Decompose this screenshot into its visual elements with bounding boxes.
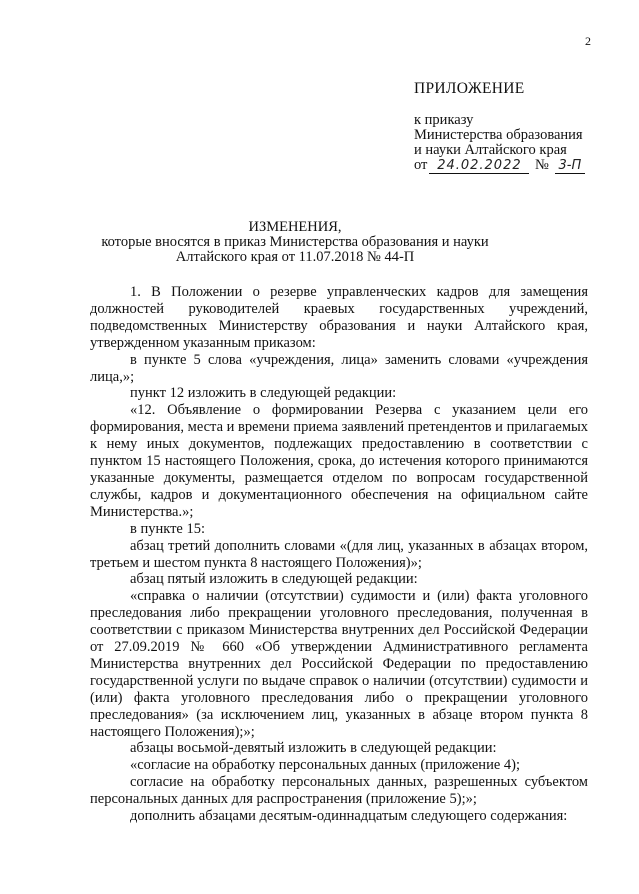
paragraph: согласие на обработку персональных данных, разрешенных субъектом персональных данных для распространения (приложение 5);»; — [90, 774, 588, 808]
order-date-line — [414, 158, 587, 174]
paragraph: 1. В Положении о резерве управленческих кадров для замещения должностей руководителей краевых государственных учреждений, подведомственных Министерству образования и науки Алтайского края, утвержденном указанным приказом: — [90, 284, 588, 351]
paragraph: дополнить абзацами десятым-одиннадцатым следующего содержания: — [130, 808, 568, 825]
order-reference — [414, 113, 587, 174]
appendix-title: ПРИЛОЖЕНИЕ — [414, 80, 525, 97]
paragraph: абзацы восьмой-девятый изложить в следующей редакции: — [130, 740, 497, 757]
paragraph: абзац третий дополнить словами «(для лиц, указанных в абзацах втором, третьем и шестом пункта 8 настоящего Положения)»; — [90, 537, 588, 571]
number-prefix: № — [535, 157, 549, 173]
paragraph: абзац пятый изложить в следующей редакции: — [130, 571, 418, 588]
order-line-1: к приказу — [414, 112, 474, 128]
paragraph: в пункте 5 слова «учреждения, лица» заменить словами «учреждения лица,»; — [90, 351, 588, 385]
heading-line-2: которые вносятся в приказ Министерства образования и науки — [101, 234, 489, 250]
paragraph: «согласие на обработку персональных данных (приложение 4); — [130, 757, 520, 774]
paragraph: в пункте 15: — [130, 520, 206, 537]
order-line-2: Министерства образования — [414, 127, 583, 143]
date-prefix: от — [414, 157, 428, 173]
document-body — [90, 284, 588, 825]
handwritten-number: 3-П — [555, 158, 586, 174]
paragraph: «справка о наличии (отсутствии) судимости и (или) факта уголовного преследования либо прекращении уголовного преследования, полученная в соответствии с приказом Министерства внутренних дел Российской Федерации от 27.09.2019 № 660 «Об утверждении Административного регламента Министерства внутренних дел Российской Федерации по предоставлению государственной услуги по выдаче справок о наличии (отсутствии) судимости и (или) факта уголовного преследования либо о прекращении уголовного преследования» (за исключением лиц, указанных в абзаце втором пункта 8 настоящего Положения);»; — [90, 588, 588, 740]
handwritten-date: 24.02.2022 — [429, 158, 529, 174]
heading-title: ИЗМЕНЕНИЯ, — [248, 219, 342, 235]
paragraph: «12. Объявление о формировании Резерва с указанием цели его формирования, места и времени приема заявлений претендентов и прилагаемых к нему иных документов, подлежащих предоставлению в соответствии с пунктом 15 настоящего Положения, срока, до истечения которого принимаются указанные документы, размещается отделом по вопросам государственной службы, кадров и документационного обеспечения на официальном сайте Министерства.»; — [90, 402, 588, 520]
paragraph: пункт 12 изложить в следующей редакции: — [130, 385, 397, 402]
heading-line-3: Алтайского края от 11.07.2018 № 44-П — [175, 249, 415, 265]
document-heading — [30, 220, 560, 265]
order-line-3: и науки Алтайского края — [414, 142, 567, 158]
page-number: 2 — [585, 34, 591, 48]
